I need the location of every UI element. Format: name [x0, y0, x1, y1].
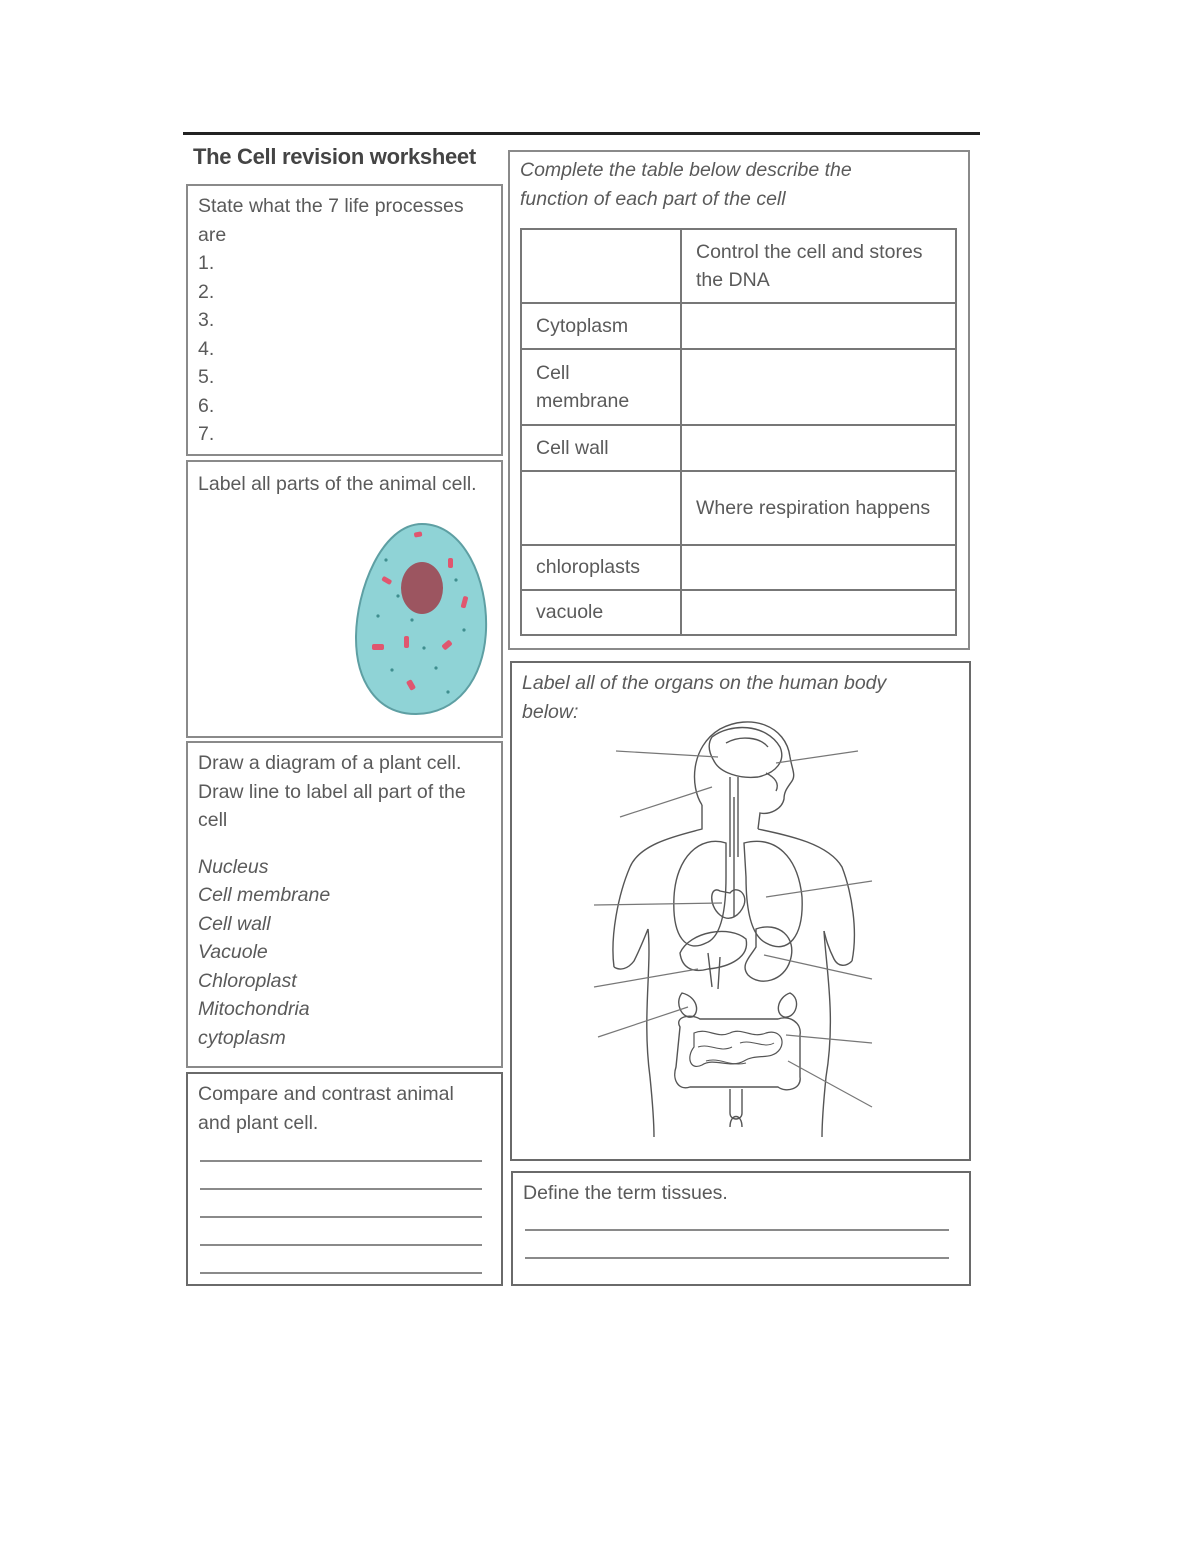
- function-cell[interactable]: [681, 303, 956, 349]
- cell-membrane: [356, 524, 486, 714]
- part-cell[interactable]: Cytoplasm: [521, 303, 681, 349]
- human-body-diagram: [590, 717, 890, 1137]
- part-cell[interactable]: [521, 471, 681, 545]
- life-processes-box: [186, 184, 503, 456]
- function-cell[interactable]: Where respiration happens: [681, 471, 956, 545]
- answer-line[interactable]: [200, 1216, 482, 1218]
- worksheet-title: The Cell revision worksheet: [193, 144, 476, 169]
- list-item: 6.: [198, 394, 215, 417]
- part-cell[interactable]: vacuole: [521, 590, 681, 635]
- list-item: 1.: [198, 252, 215, 274]
- top-rule: [183, 132, 980, 135]
- plant-term: Mitochondria: [198, 998, 310, 1020]
- table-row: [521, 229, 956, 303]
- part-cell[interactable]: Cell wall: [521, 425, 681, 471]
- plant-cell-box: [186, 741, 503, 1068]
- label-lines: [594, 751, 872, 1107]
- plant-term: cytoplasm: [198, 1026, 286, 1049]
- function-cell[interactable]: [681, 425, 956, 471]
- organs-prompt: Label all of the organs on the human body below:: [522, 672, 887, 723]
- table-row: [521, 545, 956, 590]
- tissues-box: [511, 1171, 971, 1286]
- nucleus: [401, 562, 443, 614]
- answer-line[interactable]: [200, 1188, 482, 1190]
- function-cell[interactable]: [681, 349, 956, 425]
- list-item: 4.: [198, 337, 215, 360]
- part-cell[interactable]: [521, 229, 681, 303]
- answer-line[interactable]: [525, 1257, 949, 1259]
- cell-function-box: [508, 150, 970, 650]
- answer-line[interactable]: [525, 1229, 949, 1231]
- organs-box: [510, 661, 971, 1161]
- plant-term: Cell wall: [198, 912, 271, 935]
- list-item: 3.: [198, 309, 215, 331]
- table-row: [521, 590, 956, 635]
- answer-line[interactable]: [200, 1160, 482, 1162]
- table-prompt: Complete the table below describe the function of each part of the cell: [520, 159, 852, 210]
- part-cell[interactable]: Cell membrane: [521, 349, 681, 425]
- table-row: [521, 471, 956, 545]
- table-row: [521, 303, 956, 349]
- plant-term: Cell membrane: [198, 884, 331, 906]
- answer-line[interactable]: [200, 1244, 482, 1246]
- answer-line[interactable]: [200, 1272, 482, 1274]
- compare-box: [186, 1072, 503, 1286]
- function-cell[interactable]: [681, 590, 956, 635]
- plant-term: Chloroplast: [198, 969, 297, 992]
- part-cell[interactable]: chloroplasts: [521, 545, 681, 590]
- tissues-prompt: Define the term tissues.: [523, 1182, 728, 1204]
- life-processes-prompt: State what the 7 life processes are: [198, 195, 464, 246]
- cell-function-table: [520, 228, 957, 636]
- list-item: 7.: [198, 423, 215, 445]
- plant-cell-prompt: Draw a diagram of a plant cell. Draw line to label all part of the cell: [198, 752, 466, 831]
- life-processes-list: [198, 249, 491, 449]
- list-item: 5.: [198, 366, 215, 388]
- plant-term: Vacuole: [198, 941, 268, 963]
- plant-term: Nucleus: [198, 855, 269, 878]
- compare-prompt: Compare and contrast animal and plant cell.: [198, 1083, 454, 1134]
- table-row: [521, 349, 956, 425]
- function-cell[interactable]: [681, 545, 956, 590]
- list-item: 2.: [198, 280, 215, 303]
- intestines: [675, 1016, 800, 1090]
- animal-cell-prompt: Label all parts of the animal cell.: [198, 473, 477, 495]
- function-cell[interactable]: Control the cell and stores the DNA: [681, 229, 956, 303]
- table-row: [521, 425, 956, 471]
- animal-cell-box: [186, 460, 503, 738]
- animal-cell-diagram: [352, 520, 492, 720]
